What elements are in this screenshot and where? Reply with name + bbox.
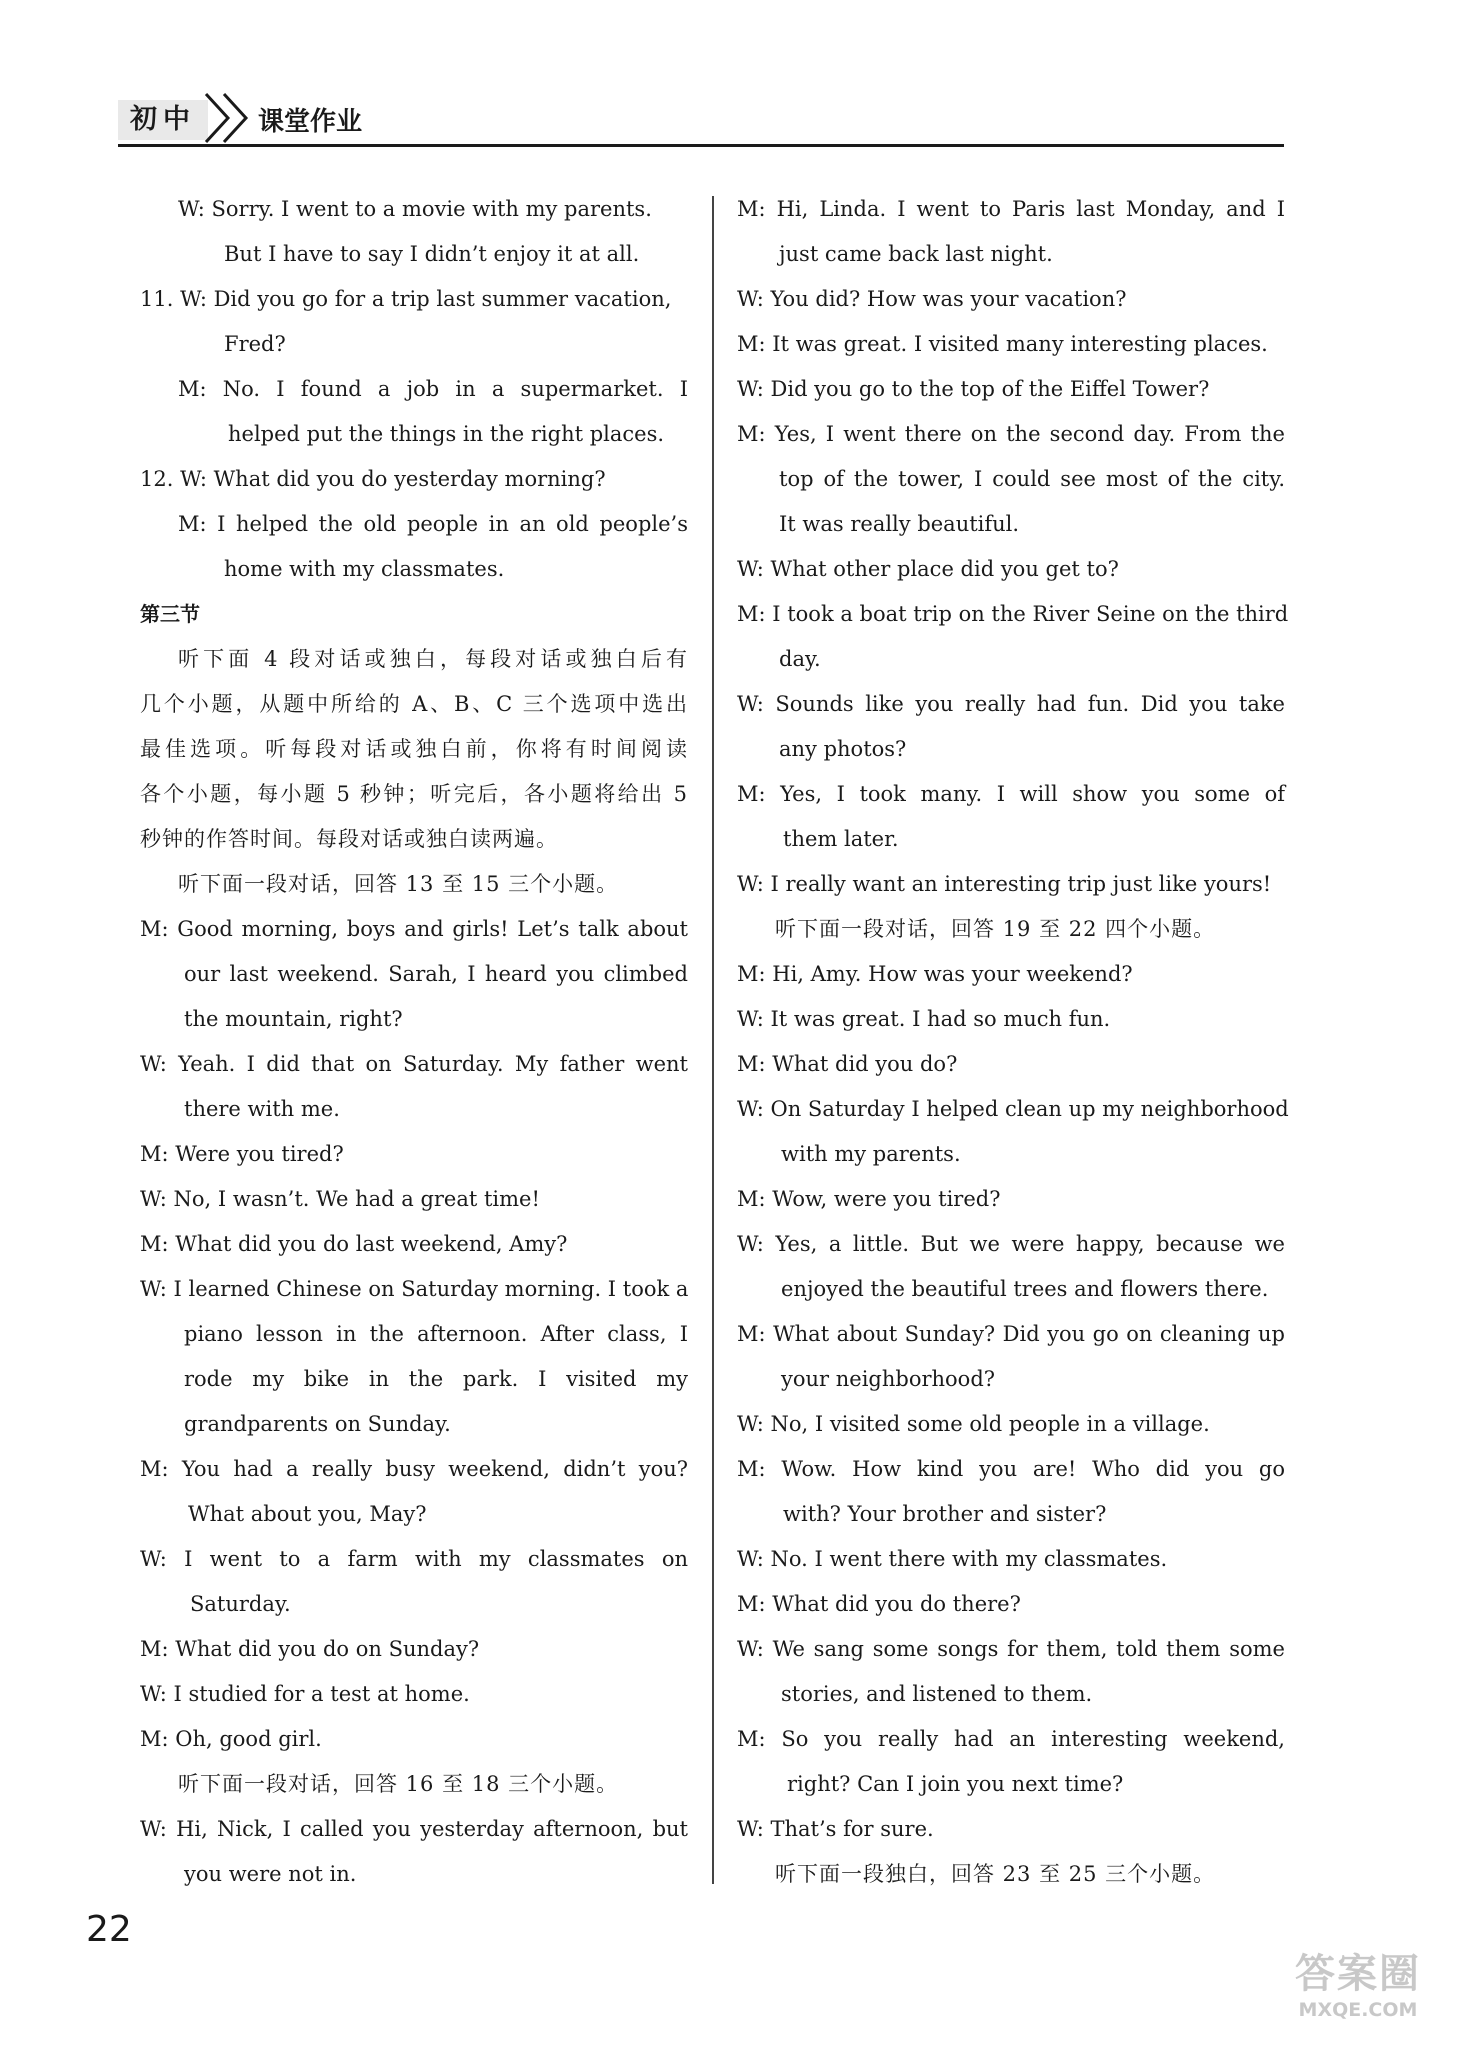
text-line: M: Good morning, boys and girls! Let’s talk about: [140, 917, 688, 941]
text-line: W: It was great. I had so much fun.: [737, 1007, 1111, 1031]
text-line: enjoyed the beautiful trees and flowers there.: [781, 1277, 1269, 1301]
text-line: W: I learned Chinese on Saturday morning. I took a: [140, 1277, 689, 1301]
text-line: W: What other place did you get to?: [737, 557, 1119, 581]
text-line: M: What about Sunday? Did you go on cleaning up: [737, 1322, 1285, 1346]
text-line: M: What did you do there?: [737, 1592, 1021, 1616]
text-line: M: It was great. I visited many interesting places.: [737, 332, 1268, 356]
text-line: W: No, I wasn’t. We had a great time!: [140, 1187, 540, 1211]
text-line: with my parents.: [781, 1142, 961, 1166]
text-line: 最佳选项。听每段对话或独白前，你将有时间阅读: [140, 737, 688, 761]
text-line: 几个小题，从题中所给的 A、B、C 三个选项中选出: [140, 692, 688, 716]
text-line: M: So you really had an interesting weekend,: [737, 1727, 1285, 1751]
text-line: any photos?: [779, 737, 907, 761]
right-text-column: [737, 187, 1289, 1897]
text-line: with? Your brother and sister?: [783, 1502, 1107, 1526]
text-line: Fred?: [224, 332, 286, 356]
text-line: What about you, May?: [188, 1502, 427, 1526]
text-line: helped put the things in the right places.: [228, 422, 665, 446]
text-line: W: Hi, Nick, I called you yesterday afternoon, but: [140, 1817, 688, 1841]
text-line: It was really beautiful.: [779, 512, 1020, 536]
text-line: 各个小题，每小题 5 秒钟；听完后，各小题将给出 5: [140, 782, 688, 806]
text-line: W: You did? How was your vacation?: [737, 287, 1127, 311]
text-line: W: Yeah. I did that on Saturday. My father went: [140, 1052, 688, 1076]
text-line: you were not in.: [184, 1862, 357, 1886]
text-line: 听下面一段对话，回答 19 至 22 四个小题。: [775, 917, 1216, 941]
text-line: stories, and listened to them.: [781, 1682, 1093, 1706]
text-line: 12. W: What did you do yesterday morning?: [140, 467, 606, 491]
text-line: W: No, I visited some old people in a village.: [737, 1412, 1210, 1436]
column-divider: [712, 196, 714, 1884]
text-line: top of the tower, I could see most of the city.: [779, 467, 1285, 491]
text-line: M: Hi, Amy. How was your weekend?: [737, 962, 1133, 986]
text-line: W: Sorry. I went to a movie with my parents.: [178, 197, 652, 221]
text-line: 听下面一段独白，回答 23 至 25 三个小题。: [775, 1862, 1216, 1886]
text-line: M: Yes, I took many. I will show you some of: [737, 782, 1285, 806]
text-line: W: I really want an interesting trip just like yours!: [737, 872, 1272, 896]
text-line: 听下面一段对话，回答 16 至 18 三个小题。: [178, 1772, 619, 1796]
text-line: day.: [779, 647, 821, 671]
text-line: M: You had a really busy weekend, didn’t you?: [140, 1457, 688, 1481]
text-line: Saturday.: [190, 1592, 291, 1616]
text-line: M: No. I found a job in a supermarket. I: [178, 377, 688, 401]
text-line: M: Wow. How kind you are! Who did you go: [737, 1457, 1285, 1481]
text-line: our last weekend. Sarah, I heard you climbed: [184, 962, 688, 986]
text-line: M: I helped the old people in an old people’s: [178, 512, 688, 536]
text-line: right? Can I join you next time?: [787, 1772, 1124, 1796]
watermark-url: MXQE.COM: [1298, 1999, 1418, 2021]
text-line: M: Hi, Linda. I went to Paris last Monday, and I: [737, 197, 1285, 221]
text-line: W: No. I went there with my classmates.: [737, 1547, 1168, 1571]
text-line: M: What did you do last weekend, Amy?: [140, 1232, 568, 1256]
text-line: M: Wow, were you tired?: [737, 1187, 1001, 1211]
double-chevron-icon: [198, 88, 260, 144]
text-line: 听下面一段对话，回答 13 至 15 三个小题。: [178, 872, 619, 896]
header-badge: 初中: [118, 100, 208, 140]
section-heading: 第三节: [140, 602, 200, 626]
text-line: M: I took a boat trip on the River Seine on the third: [737, 602, 1289, 626]
text-line: W: Sounds like you really had fun. Did you take: [737, 692, 1285, 716]
text-line: home with my classmates.: [224, 557, 505, 581]
text-line: piano lesson in the afternoon. After class, I: [184, 1322, 688, 1346]
header-title: 课堂作业: [258, 107, 363, 137]
text-line: W: I studied for a test at home.: [140, 1682, 470, 1706]
text-line: W: That’s for sure.: [737, 1817, 934, 1841]
text-line: M: Oh, good girl.: [140, 1727, 322, 1751]
text-line: M: What did you do on Sunday?: [140, 1637, 480, 1661]
text-line: 听下面 4 段对话或独白，每段对话或独白后有: [178, 647, 688, 671]
text-line: M: Were you tired?: [140, 1142, 344, 1166]
text-line: M: Yes, I went there on the second day. From the: [737, 422, 1285, 446]
watermark-logo: [1268, 1950, 1448, 2022]
text-line: grandparents on Sunday.: [184, 1412, 451, 1436]
text-line: W: We sang some songs for them, told them some: [737, 1637, 1285, 1661]
text-line: the mountain, right?: [184, 1007, 403, 1031]
text-line: W: On Saturday I helped clean up my neighborhood: [737, 1097, 1289, 1121]
text-line: rode my bike in the park. I visited my: [184, 1367, 688, 1391]
text-line: M: What did you do?: [737, 1052, 958, 1076]
text-line: 11. W: Did you go for a trip last summer vacation,: [140, 287, 672, 311]
text-line: just came back last night.: [779, 242, 1053, 266]
text-line: there with me.: [184, 1097, 340, 1121]
text-line: W: I went to a farm with my classmates on: [140, 1547, 688, 1571]
left-text-column: [140, 187, 688, 1897]
page-header: [118, 88, 1284, 147]
page-number: 22: [86, 1909, 132, 1950]
text-line: 秒钟的作答时间。每段对话或独白读两遍。: [140, 827, 558, 851]
watermark-text: 答案圈: [1295, 1951, 1421, 1997]
text-line: W: Did you go to the top of the Eiffel Tower?: [737, 377, 1210, 401]
text-line: But I have to say I didn’t enjoy it at all.: [224, 242, 640, 266]
text-line: them later.: [783, 827, 899, 851]
text-line: your neighborhood?: [781, 1367, 996, 1391]
text-line: W: Yes, a little. But we were happy, because we: [737, 1232, 1285, 1256]
